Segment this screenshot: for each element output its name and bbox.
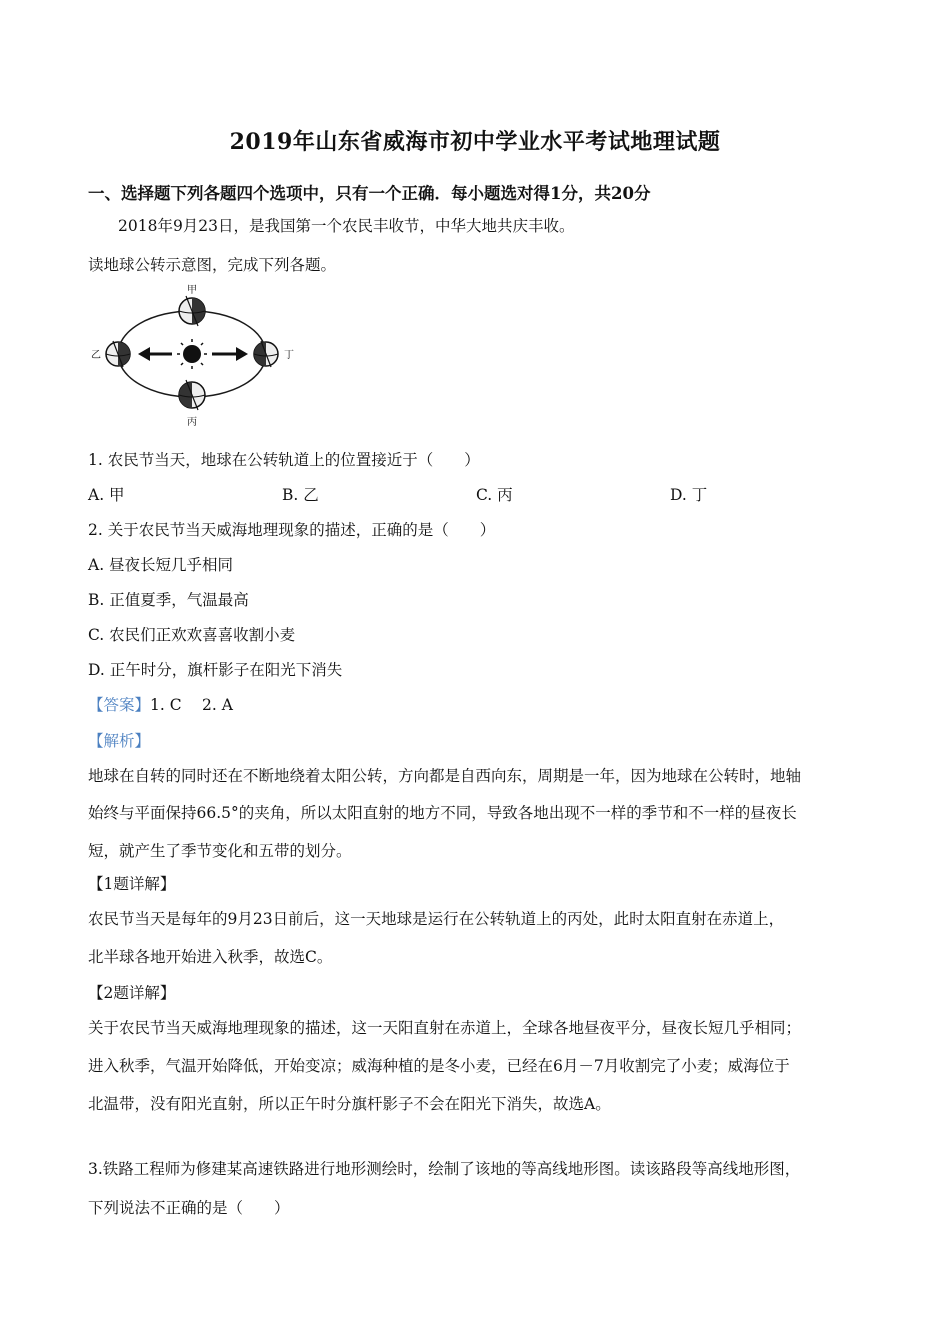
analysis-line-1: 地球在自转的同时还在不断地绕着太阳公转，方向都是自西向东，周期是一年，因为地球在公转时，地轴	[88, 767, 802, 785]
label-yi: 乙	[91, 350, 101, 361]
q3-line-1: 3.铁路工程师为修建某高速铁路进行地形测绘时，绘制了该地的等高线地形图。读该路段等高线地形图，	[88, 1160, 801, 1178]
detail1-line-1: 农民节当天是每年的9月23日前后，这一天地球是运行在公转轨道上的丙处，此时太阳直射在赤道上，	[88, 910, 785, 928]
q1-option-d: D. 丁	[670, 486, 708, 504]
earth-yi-icon	[106, 341, 130, 367]
analysis-line-3: 短，就产生了季节变化和五带的划分。	[88, 842, 352, 860]
earth-jia-icon	[179, 296, 205, 326]
q2-option-b: B. 正值夏季，气温最高	[88, 591, 249, 609]
detail2-line-3: 北温带，没有阳光直射，所以正午时分旗杆影子不会在阳光下消失，故选A。	[88, 1095, 611, 1113]
label-bing: 丙	[187, 417, 197, 428]
q1-stem: 1. 农民节当天，地球在公转轨道上的位置接近于（ ）	[88, 451, 480, 469]
answer-line	[88, 693, 233, 715]
q2-option-d: D. 正午时分，旗杆影子在阳光下消失	[88, 661, 343, 679]
analysis-tag: 【解析】	[88, 732, 151, 750]
page-title: 2019年山东省威海市初中学业水平考试地理试题	[229, 129, 721, 155]
q2-option-c: C. 农民们正欢欢喜喜收割小麦	[88, 626, 296, 644]
arrow-right-icon	[212, 347, 248, 361]
detail2-line-1: 关于农民节当天威海地理现象的描述，这一天阳直射在赤道上，全球各地昼夜平分，昼夜长短几乎相同；	[88, 1019, 802, 1037]
earth-ding-icon	[254, 341, 278, 367]
earth-revolution-diagram	[88, 284, 318, 434]
analysis-line-2: 始终与平面保持66.5°的夹角，所以太阳直射的地方不同，导致各地出现不一样的季节和不一样的昼夜长	[88, 804, 797, 822]
label-ding: 丁	[284, 350, 294, 361]
arrow-left-icon	[138, 347, 172, 361]
q1-option-c: C. 丙	[476, 486, 513, 504]
q1-option-b: B. 乙	[282, 486, 319, 504]
answer-text: 1. C 2. A	[150, 696, 233, 714]
detail1-heading: 【1题详解】	[88, 875, 176, 893]
orbit-svg	[88, 284, 318, 430]
earth-bing-icon	[179, 380, 205, 410]
label-jia: 甲	[187, 285, 197, 296]
q3-line-2: 下列说法不正确的是（ ）	[88, 1199, 290, 1217]
detail2-line-2: 进入秋季，气温开始降低，开始变凉；威海种植的是冬小麦，已经在6月－7月收割完了小麦；威海位于	[88, 1057, 790, 1075]
intro-line-2: 读地球公转示意图，完成下列各题。	[88, 256, 337, 274]
q2-option-a: A. 昼夜长短几乎相同	[88, 556, 234, 574]
sun-icon	[177, 339, 207, 369]
detail2-heading: 【2题详解】	[88, 984, 176, 1002]
answer-tag: 【答案】	[88, 696, 151, 714]
q1-option-a: A. 甲	[88, 486, 125, 504]
intro-line-1: 2018年9月23日，是我国第一个农民丰收节，中华大地共庆丰收。	[118, 217, 575, 235]
detail1-line-2: 北半球各地开始进入秋季，故选C。	[88, 948, 333, 966]
q2-stem: 2. 关于农民节当天威海地理现象的描述，正确的是（ ）	[88, 521, 496, 539]
section-heading: 一、选择题下列各题四个选项中，只有一个正确．每小题选对得1分，共20分	[88, 184, 651, 203]
